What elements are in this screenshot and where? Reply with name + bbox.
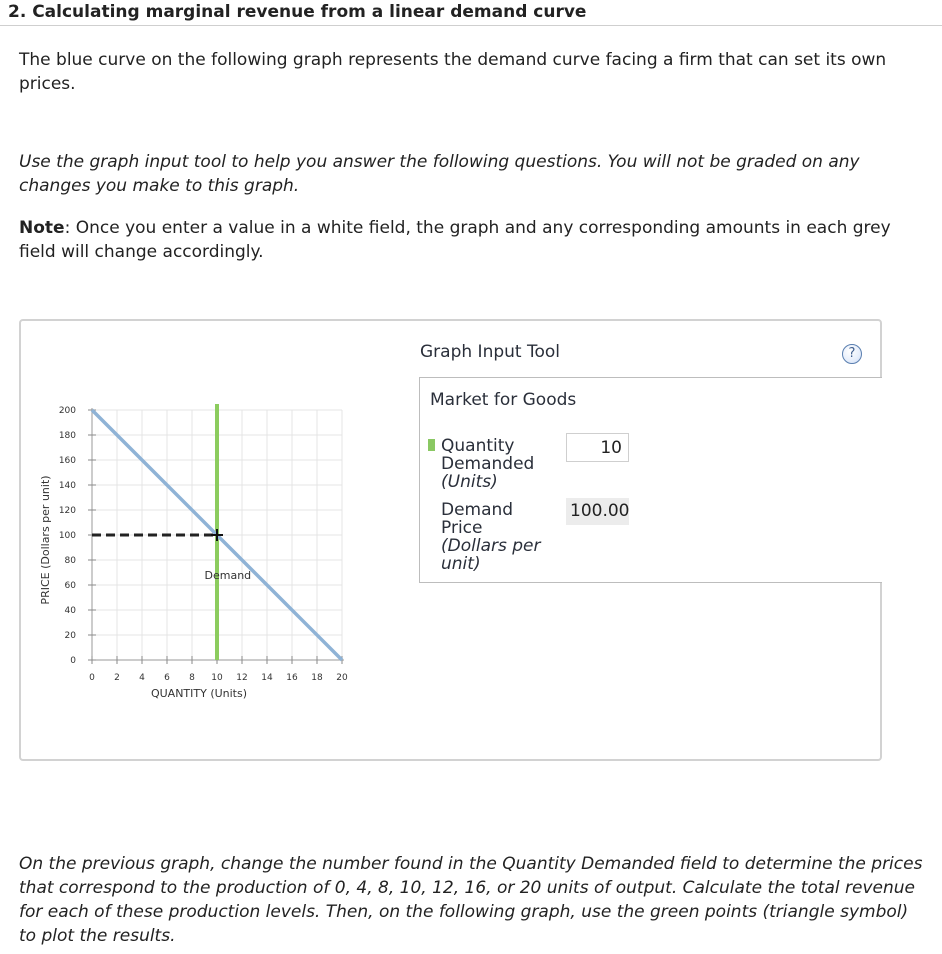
- y-axis-label: PRICE (Dollars per unit): [39, 475, 52, 605]
- x-tick-label: 2: [114, 673, 120, 683]
- y-tick-label: 180: [58, 431, 76, 441]
- y-tick-label: 40: [64, 606, 76, 616]
- x-tick-label: 18: [311, 673, 323, 683]
- closing-paragraph: On the previous graph, change the number found in the Quantity Demanded field to determine the prices that correspond to the production of 0, 4, 8, 10, 12, 16, or 20 units of output. Calculate the total revenue for each of these production levels. Then, on the following graph, use the green points (triangle symbol) to plot the results.: [19, 854, 923, 946]
- price-label-line1: Demand: [441, 500, 514, 520]
- chart-ticks: [59, 406, 348, 683]
- demand-chart[interactable]: [30, 395, 410, 715]
- x-tick-label: 14: [261, 673, 273, 683]
- quantity-label-line1: Quantity: [441, 436, 515, 456]
- y-tick-label: 80: [64, 556, 76, 566]
- y-tick-label: 100: [58, 531, 76, 541]
- quantity-label-line2: Demanded: [441, 454, 535, 474]
- x-tick-label: 6: [164, 673, 170, 683]
- panel-title: Market for Goods: [430, 390, 577, 410]
- price-unit-line1: (Dollars per: [441, 536, 541, 556]
- demand-series-label: Demand: [204, 568, 252, 582]
- note-paragraph: [19, 216, 924, 264]
- y-tick-label: 160: [58, 456, 76, 466]
- y-tick-label: 140: [58, 481, 76, 491]
- x-tick-label: 16: [286, 673, 298, 683]
- x-axis-label: QUANTITY (Units): [150, 687, 248, 700]
- note-text: : Once you enter a value in a white field, the graph and any corresponding amounts in each grey field will change accordingly.: [19, 218, 891, 262]
- note-label: Note: [19, 218, 65, 238]
- intro-paragraph: The blue curve on the following graph represents the demand curve facing a firm that can set its own prices.: [19, 50, 887, 94]
- demand-price-output: 100.00: [566, 498, 629, 525]
- quantity-demanded-input[interactable]: [566, 433, 629, 462]
- x-tick-label: 4: [139, 673, 145, 683]
- instructions-paragraph: Use the graph input tool to help you answer the following questions. You will not be graded on any changes you make to this graph.: [19, 152, 860, 196]
- y-tick-label: 0: [70, 656, 76, 666]
- chart-series[interactable]: [92, 404, 342, 660]
- x-tick-label: 12: [236, 673, 248, 683]
- x-tick-label: 8: [189, 673, 195, 683]
- page-title: 2. Calculating marginal revenue from a linear demand curve: [0, 0, 942, 26]
- price-label-line2: Price: [441, 518, 483, 538]
- y-tick-label: 200: [58, 406, 76, 416]
- tool-title: Graph Input Tool: [420, 342, 560, 362]
- y-tick-label: 20: [64, 631, 76, 641]
- price-unit-line2: unit): [441, 554, 481, 574]
- x-tick-label: 20: [336, 673, 348, 683]
- y-tick-label: 120: [58, 506, 76, 516]
- quantity-legend-swatch: [428, 439, 435, 451]
- help-icon[interactable]: ?: [842, 344, 862, 364]
- quantity-unit: (Units): [441, 472, 498, 492]
- x-tick-label: 10: [211, 673, 223, 683]
- y-tick-label: 60: [64, 581, 76, 591]
- x-tick-label: 0: [89, 673, 95, 683]
